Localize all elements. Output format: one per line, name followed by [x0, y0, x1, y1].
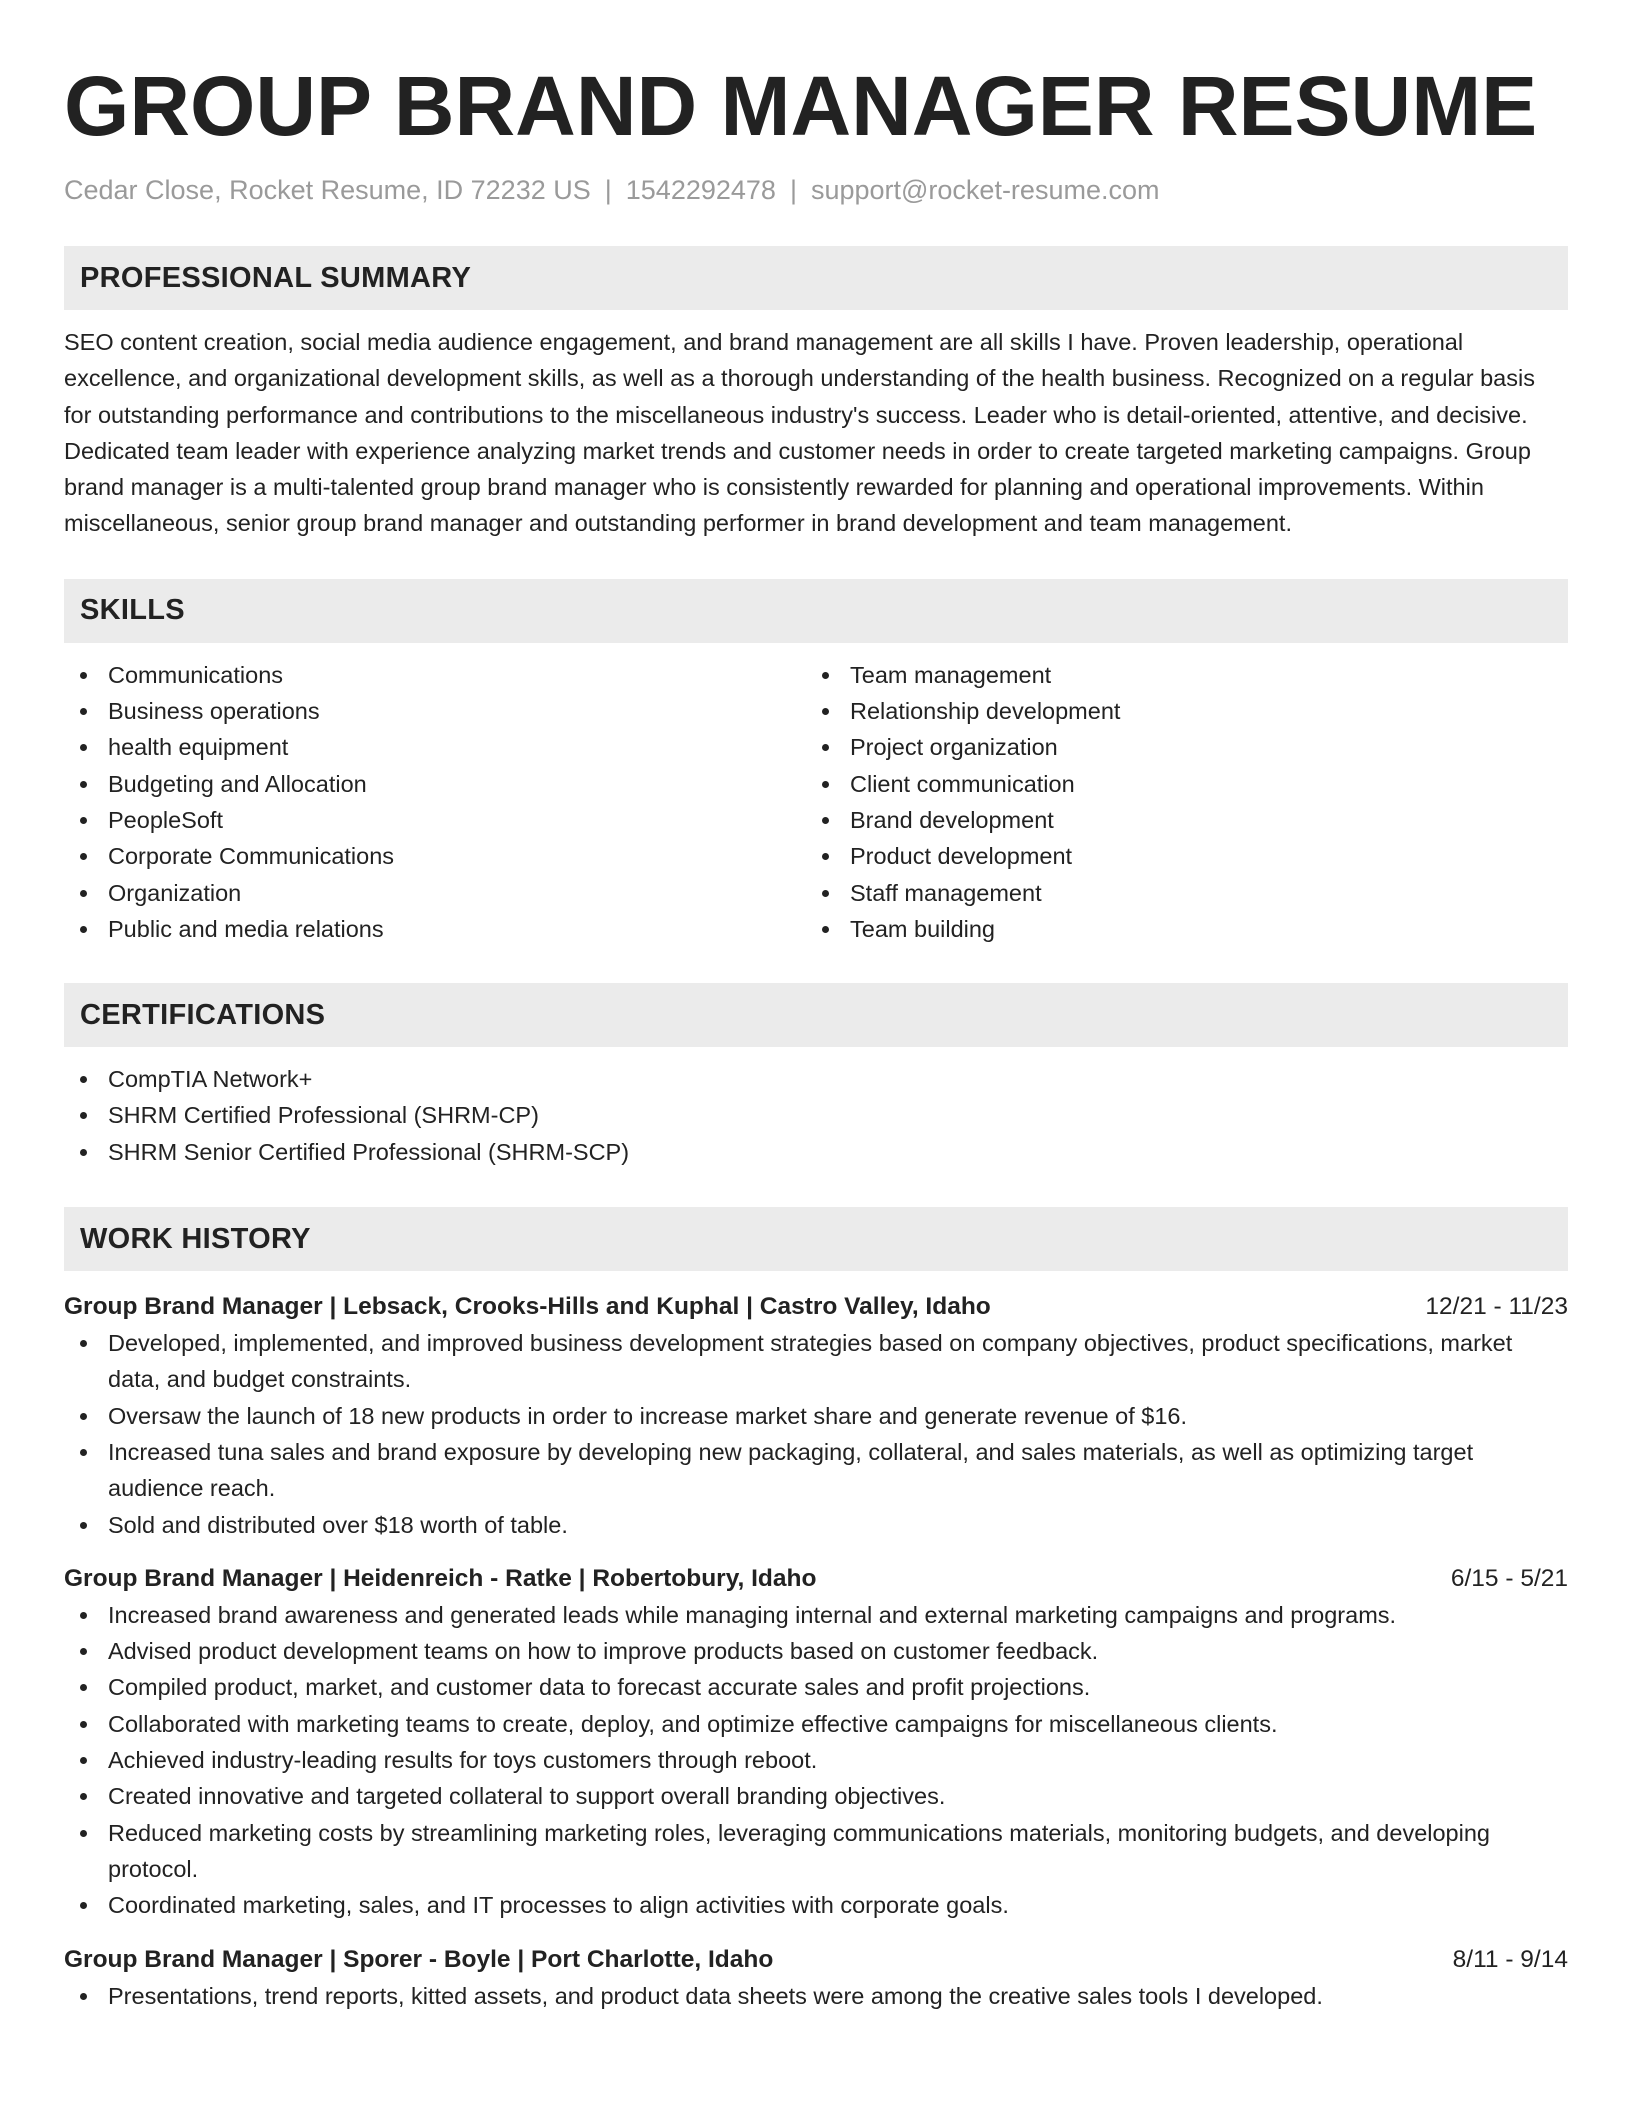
skill-item: Product development [806, 838, 1548, 874]
skill-item: Public and media relations [64, 911, 806, 947]
skills-grid [64, 657, 1568, 947]
job-bullet: Increased tuna sales and brand exposure by developing new packaging, collateral, and sales materials, as well as optimizing target audience reach. [64, 1434, 1568, 1507]
contact-line [64, 172, 1568, 208]
job-bullet: Oversaw the launch of 18 new products in order to increase market share and generate revenue of $16. [64, 1398, 1568, 1434]
resume-title: GROUP BRAND MANAGER RESUME [64, 59, 1538, 153]
job-bullet: Collaborated with marketing teams to create, deploy, and optimize effective campaigns for miscellaneous clients. [64, 1706, 1568, 1742]
job-bullet: Created innovative and targeted collateral to support overall branding objectives. [64, 1778, 1568, 1814]
skill-item: Team management [806, 657, 1548, 693]
job-bullet: Increased brand awareness and generated leads while managing internal and external marketing campaigns and programs. [64, 1597, 1568, 1633]
job-title: Group Brand Manager | Heidenreich - Ratke | Robertobury, Idaho [64, 1564, 817, 1592]
job-bullets [64, 1597, 1568, 1924]
skills-column-left [64, 657, 806, 947]
skill-item: Corporate Communications [64, 838, 806, 874]
job-entry [64, 1942, 1568, 2014]
job-header [64, 1561, 1568, 1597]
certification-item: SHRM Certified Professional (SHRM-CP) [64, 1097, 1568, 1133]
skill-item: Project organization [806, 729, 1548, 765]
job-bullet: Advised product development teams on how to improve products based on customer feedback. [64, 1633, 1568, 1669]
skill-item: Client communication [806, 766, 1548, 802]
job-title: Group Brand Manager | Sporer - Boyle | Port Charlotte, Idaho [64, 1945, 774, 1973]
summary-text: SEO content creation, social media audience engagement, and brand management are all skills I have. Proven leadership, operational excellence, and organizational development skills, as well as a thorough understanding of the health business. Recognized on a regular basis for outstanding performance and contributions to the miscellaneous industry's success. Leader who is detail-oriented, attentive, and decisive. Dedicated team leader with experience analyzing market trends and customer needs in order to create targeted marketing campaigns. Group brand manager is a multi-talented group brand manager who is consistently rewarded for planning and operational improvements. Within miscellaneous, senior group brand manager and outstanding performer in brand development and team management. [64, 329, 1535, 537]
contact-email[interactable]: support@rocket-resume.com [810, 175, 1160, 205]
work-heading: WORK HISTORY [80, 1222, 311, 1255]
job-entry [64, 1289, 1568, 1543]
job-title: Group Brand Manager | Lebsack, Crooks-Hills and Kuphal | Castro Valley, Idaho [64, 1293, 991, 1321]
skill-item: Brand development [806, 802, 1548, 838]
work-section-header [64, 1207, 1568, 1271]
skills-column-right [806, 657, 1548, 947]
skills-list-right [806, 657, 1548, 947]
certification-item: SHRM Senior Certified Professional (SHRM-SCP) [64, 1134, 1568, 1170]
job-dates: 12/21 - 11/23 [1425, 1293, 1568, 1321]
skill-item: health equipment [64, 729, 806, 765]
job-header [64, 1942, 1568, 1978]
certifications-heading: CERTIFICATIONS [80, 998, 326, 1031]
skill-item: Budgeting and Allocation [64, 766, 806, 802]
contact-separator: | [604, 175, 612, 205]
job-bullet: Sold and distributed over $18 worth of table. [64, 1507, 1568, 1543]
contact-phone: 1542292478 [625, 175, 776, 205]
certifications-section-header [64, 983, 1568, 1047]
job-bullet: Achieved industry-leading results for toys customers through reboot. [64, 1742, 1568, 1778]
job-bullet: Reduced marketing costs by streamlining marketing roles, leveraging communications materials, monitoring budgets, and developing protocol. [64, 1815, 1568, 1888]
contact-address: Cedar Close, Rocket Resume, ID 72232 US [64, 175, 591, 205]
job-bullets [64, 1325, 1568, 1543]
skill-item: Organization [64, 875, 806, 911]
job-entry [64, 1561, 1568, 1924]
job-bullets [64, 1978, 1568, 2014]
job-bullet: Presentations, trend reports, kitted assets, and product data sheets were among the creative sales tools I developed. [64, 1978, 1568, 2014]
skill-item: PeopleSoft [64, 802, 806, 838]
skills-section-header [64, 579, 1568, 643]
skill-item: Business operations [64, 693, 806, 729]
skills-heading: SKILLS [80, 594, 185, 627]
job-dates: 8/11 - 9/14 [1452, 1945, 1568, 1973]
job-dates: 6/15 - 5/21 [1450, 1564, 1568, 1592]
job-bullet: Developed, implemented, and improved business development strategies based on company objectives, product specifications, market data, and budget constraints. [64, 1325, 1568, 1398]
job-bullet: Coordinated marketing, sales, and IT processes to align activities with corporate goals. [64, 1887, 1568, 1923]
resume-page [64, 56, 1568, 2014]
job-bullet: Compiled product, market, and customer data to forecast accurate sales and profit projections. [64, 1669, 1568, 1705]
certifications-list [64, 1061, 1568, 1170]
skill-item: Staff management [806, 875, 1548, 911]
job-header [64, 1289, 1568, 1325]
contact-separator: | [789, 175, 797, 205]
summary-heading: PROFESSIONAL SUMMARY [80, 261, 472, 294]
skill-item: Relationship development [806, 693, 1548, 729]
skills-list-left [64, 657, 806, 947]
skill-item: Team building [806, 911, 1548, 947]
summary-section-header [64, 246, 1568, 310]
certification-item: CompTIA Network+ [64, 1061, 1568, 1097]
skill-item: Communications [64, 657, 806, 693]
